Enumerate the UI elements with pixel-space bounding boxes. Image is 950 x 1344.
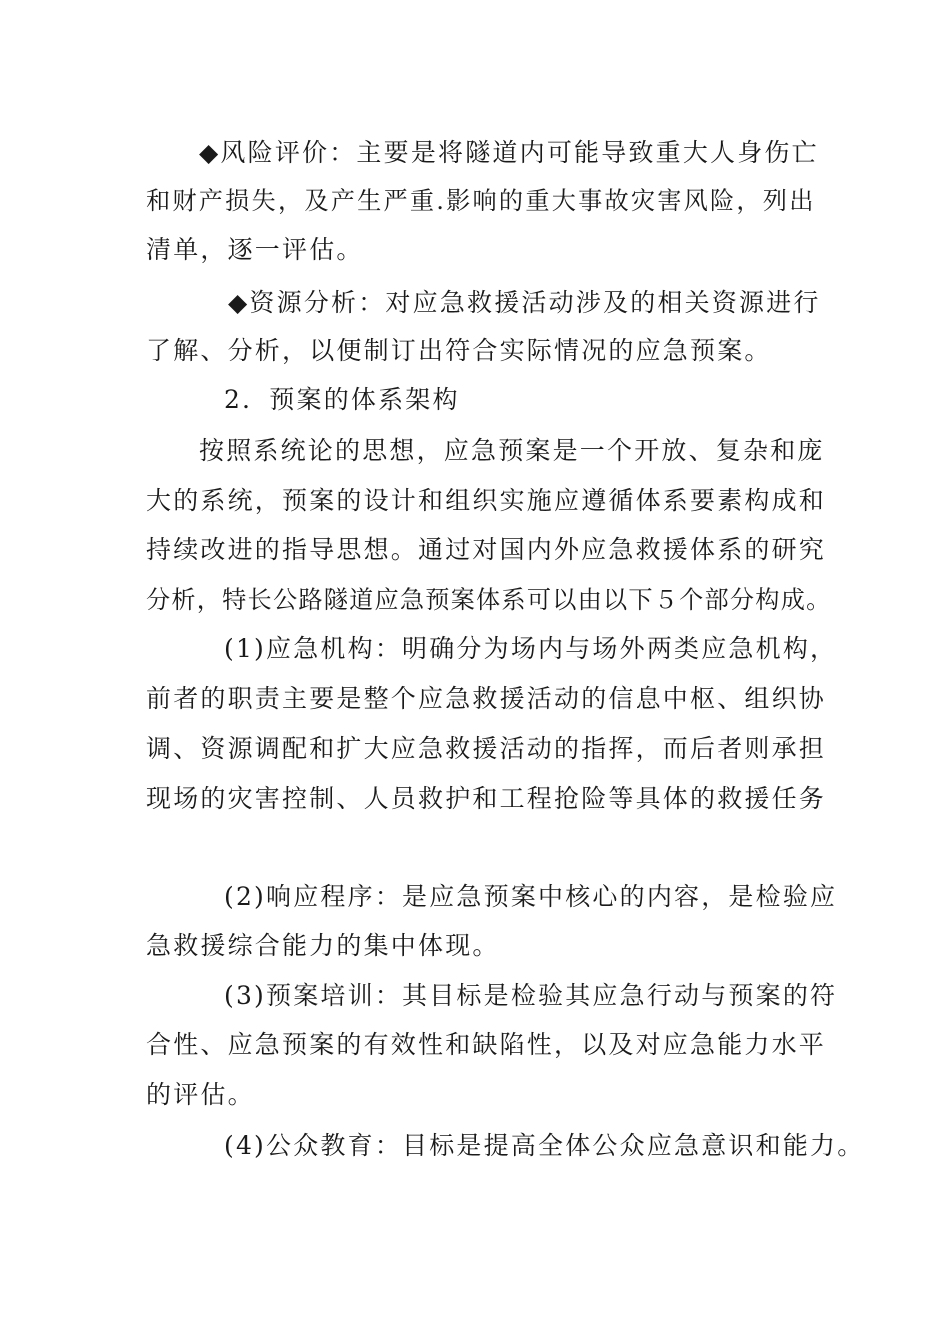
- resource-analysis-line-2: 了解、分析，以便制订出符合实际情况的应急预案。: [146, 336, 772, 365]
- emergency-org-line-3: 调、资源调配和扩大应急救援活动的指挥，而后者则承担: [146, 734, 827, 763]
- training-line-3: 的评估。: [146, 1080, 255, 1109]
- system-paragraph-line-1: 按照系统论的思想，应急预案是一个开放、复杂和庞: [199, 436, 825, 465]
- system-paragraph-line-4: 分析，特长公路隧道应急预案体系可以由以下５个部分构成。: [146, 586, 832, 614]
- section-heading: 2．预案的体系架构: [224, 385, 460, 414]
- resource-analysis-line-1: ◆资源分析：对应急救援活动涉及的相关资源进行: [228, 288, 821, 317]
- system-paragraph-line-2: 大的系统，预案的设计和组织实施应遵循体系要素构成和: [146, 486, 827, 515]
- training-line-2: 合性、应急预案的有效性和缺陷性，以及对应急能力水平: [146, 1030, 827, 1059]
- emergency-org-line-2: 前者的职责主要是整个应急救援活动的信息中枢、组织协: [146, 684, 827, 713]
- public-education-line: (4)公众教育：目标是提高全体公众应急意识和能力。: [224, 1131, 865, 1160]
- emergency-org-line-1: (1)应急机构：明确分为场内与场外两类应急机构，: [224, 634, 838, 663]
- risk-evaluation-line-1: ◆风险评价：主要是将隧道内可能导致重大人身伤亡: [199, 138, 819, 167]
- response-procedure-line-1: (2)响应程序：是应急预案中核心的内容，是检验应: [224, 882, 838, 911]
- system-paragraph-line-3: 持续改进的指导思想。通过对国内外应急救援体系的研究: [146, 535, 827, 564]
- risk-evaluation-line-3: 清单，逐一评估。: [146, 235, 364, 264]
- risk-evaluation-line-2: 和财产损失，及产生严重.影响的重大事故灾害风险，列出: [146, 187, 816, 215]
- response-procedure-line-2: 急救援综合能力的集中体现。: [146, 931, 500, 960]
- emergency-org-line-4: 现场的灾害控制、人员救护和工程抢险等具体的救援任务: [146, 784, 827, 813]
- training-line-1: (3)预案培训：其目标是检验其应急行动与预案的符: [224, 981, 838, 1010]
